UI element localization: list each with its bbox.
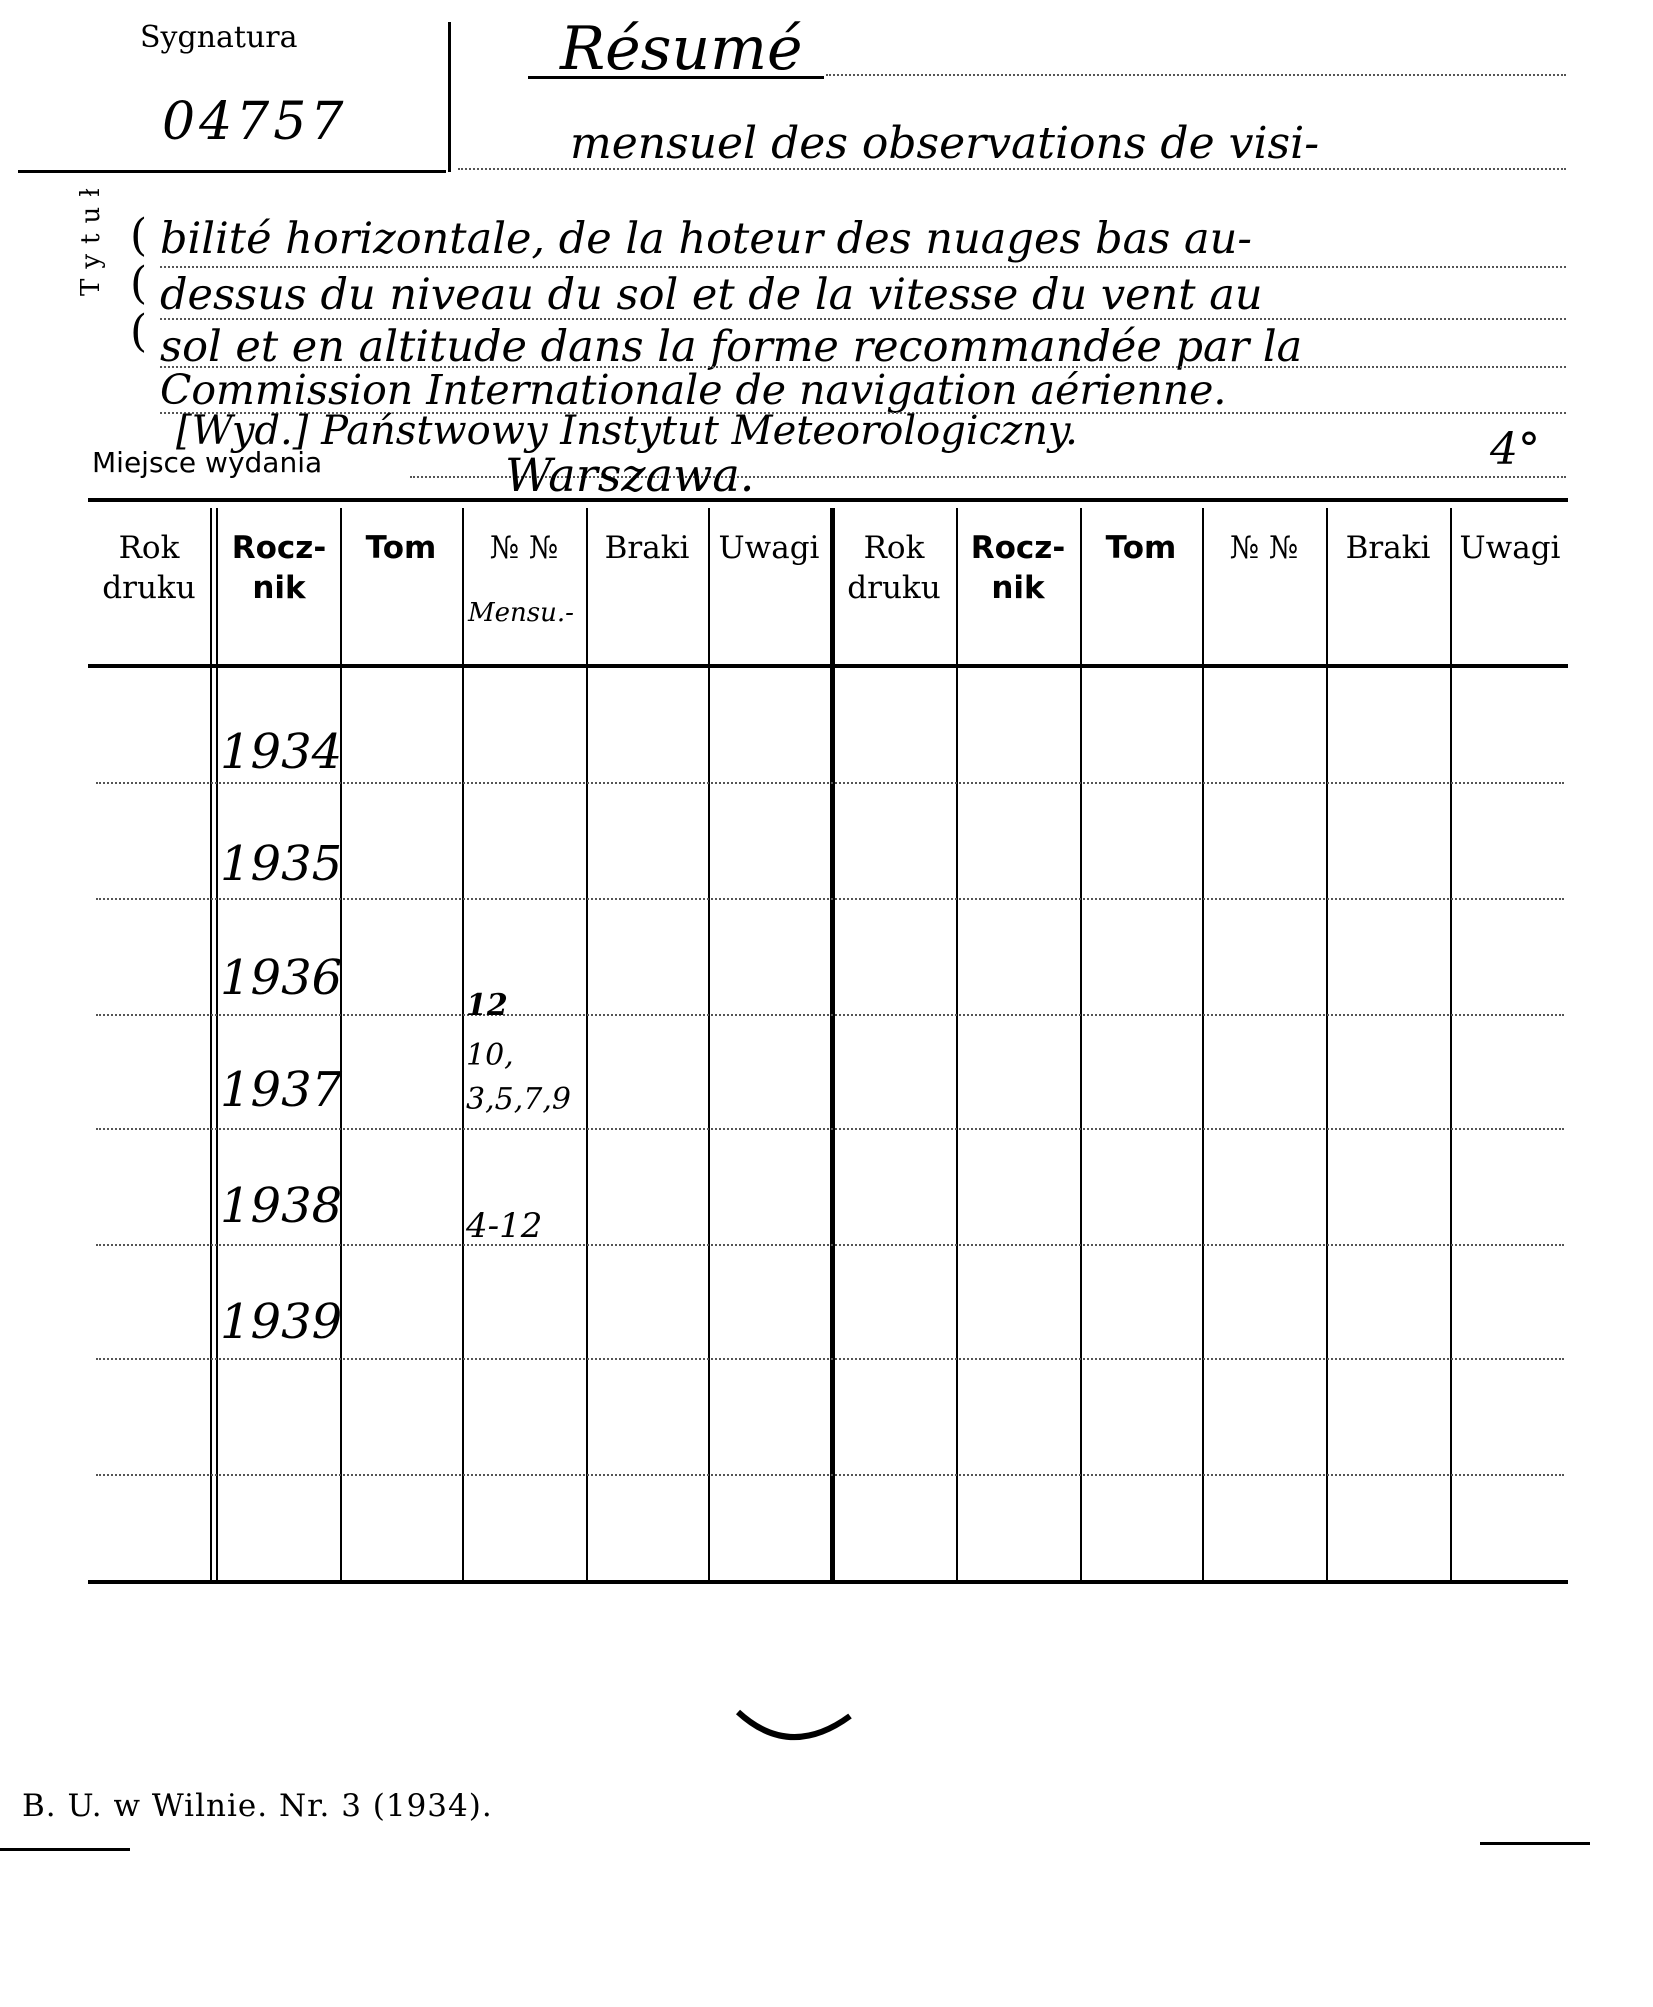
signature-value: 04757 bbox=[162, 92, 348, 152]
place-label: Miejsce wydania bbox=[92, 446, 323, 479]
rocznik-1934: 1934 bbox=[220, 724, 343, 780]
header-rocznik-2: Rocz-nik bbox=[970, 530, 1066, 606]
numery-note: Mensu.- bbox=[468, 598, 574, 628]
rocznik-1936: 1936 bbox=[220, 950, 343, 1006]
footer-text: B. U. w Wilnie. Nr. 3 (1934). bbox=[22, 1788, 493, 1824]
numbers-1938: 4-12 bbox=[466, 1206, 543, 1246]
rocznik-1935: 1935 bbox=[220, 836, 343, 892]
header-rok-druku-2: Rok druku bbox=[847, 530, 941, 606]
header-uwagi: Uwagi bbox=[718, 530, 820, 566]
rocznik-1938: 1938 bbox=[220, 1178, 343, 1234]
header-numery: № № bbox=[489, 530, 559, 566]
title-line-6: [Wyd.] Państwowy Instytut Meteorologiczny. bbox=[176, 408, 1078, 454]
title-line-1: mensuel des observations de visi- bbox=[570, 118, 1320, 169]
header-braki-2: Braki bbox=[1345, 530, 1431, 566]
header-rocznik: Rocz-nik bbox=[231, 530, 327, 606]
header-tom: Tom bbox=[365, 530, 437, 566]
footer-rule bbox=[0, 1848, 130, 1851]
title-line-5: Commission Internationale de navigation aérienne. bbox=[160, 366, 1227, 414]
header-braki: Braki bbox=[604, 530, 690, 566]
rocznik-1939: 1939 bbox=[220, 1294, 343, 1350]
footer-rule bbox=[1480, 1842, 1590, 1845]
header-tom-2: Tom bbox=[1105, 530, 1177, 566]
signature-label: Sygnatura bbox=[140, 20, 298, 55]
header-uwagi-2: Uwagi bbox=[1459, 530, 1561, 566]
header-numery-2: № № bbox=[1229, 530, 1299, 566]
title-line-3: dessus du niveau du sol et de la vitesse du vent au bbox=[160, 270, 1263, 320]
title-heading: Résumé bbox=[560, 14, 803, 84]
numbers-1937: 10, 3,5,7,9 bbox=[466, 1038, 571, 1117]
header-rok-druku: Rok druku bbox=[102, 530, 196, 606]
rocznik-1937: 1937 bbox=[220, 1062, 343, 1118]
title-side-label: Tytuł bbox=[76, 178, 106, 296]
format-value: 4° bbox=[1490, 424, 1540, 475]
place-value: Warszawa. bbox=[505, 448, 755, 502]
title-brace: ( ( ( bbox=[130, 210, 148, 357]
title-line-4: sol et en altitude dans la forme recommandée par la bbox=[160, 322, 1303, 372]
title-line-2: bilité horizontale, de la hoteur des nuages bas au- bbox=[160, 214, 1252, 264]
numbers-1936: 12 bbox=[466, 988, 508, 1023]
